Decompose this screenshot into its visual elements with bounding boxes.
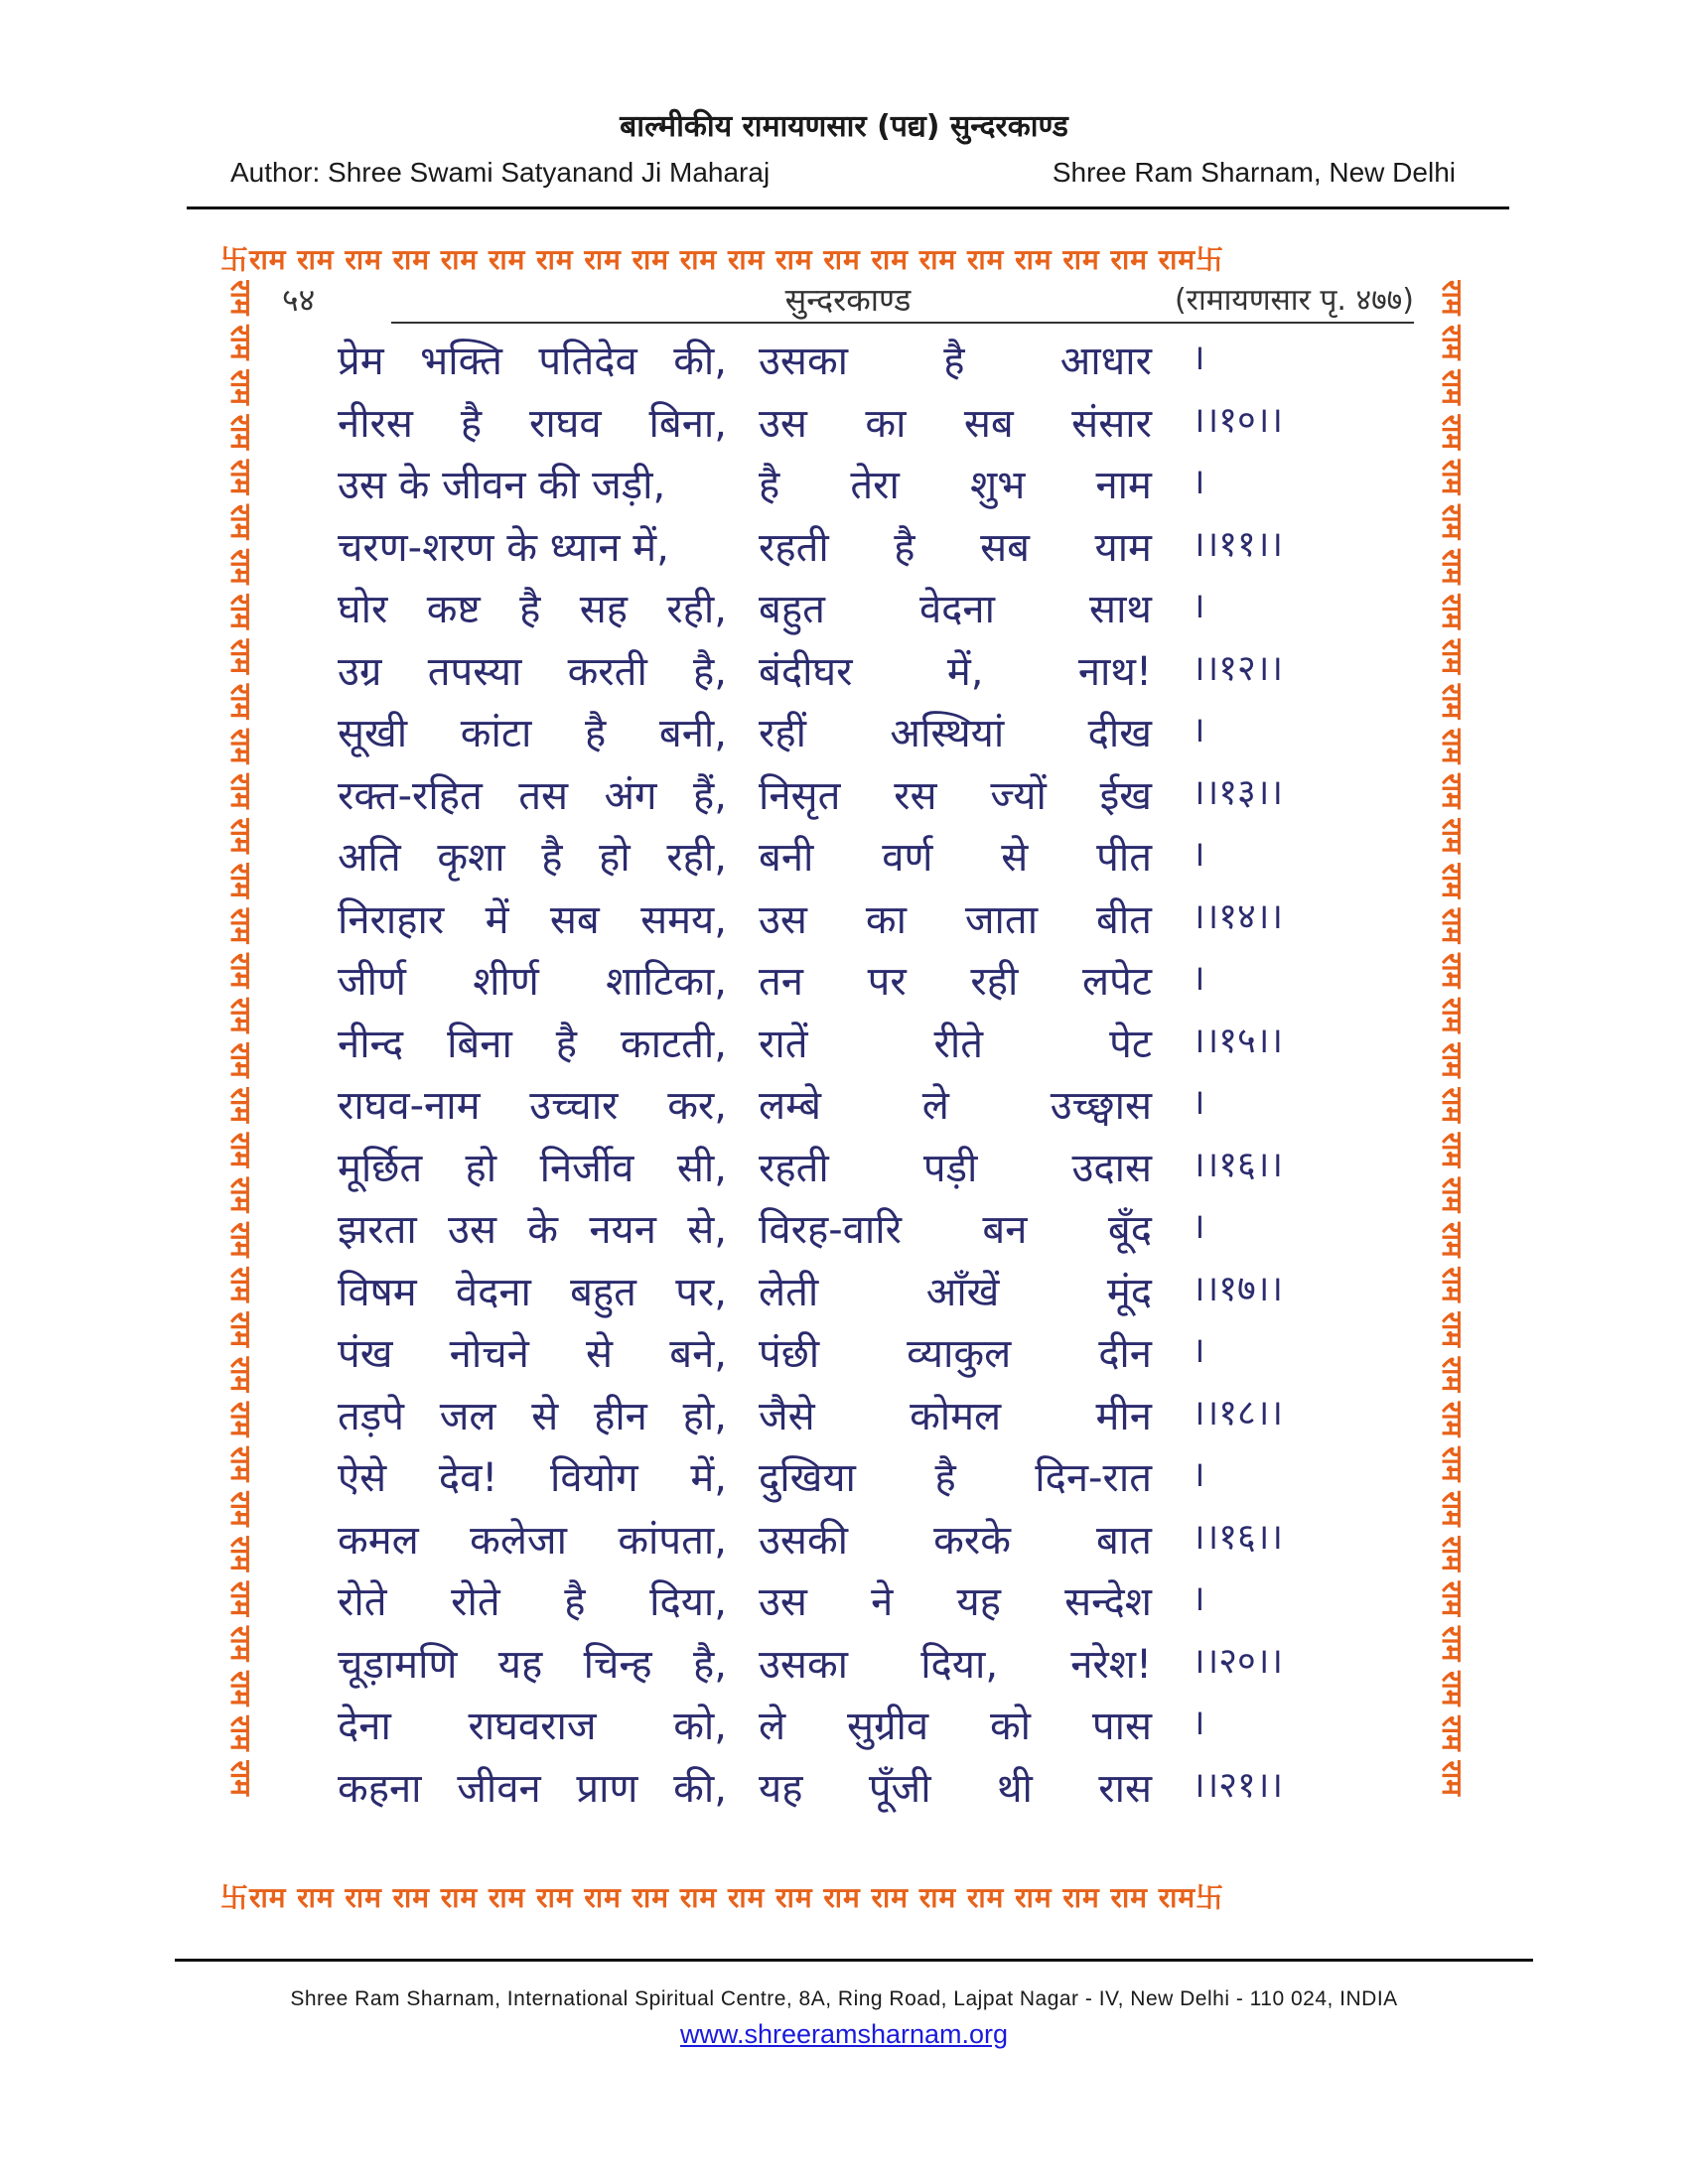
verse-word: रोते [338,1579,387,1625]
verse-second-half [759,1697,1152,1751]
verse-word: हो [599,835,631,881]
verse-word: पूँजी [868,1765,931,1812]
verse-word: नोचने [449,1331,529,1377]
verse-word: उग्र [338,648,382,695]
verse-word: से [1001,835,1029,881]
verse-word: ईख [1099,772,1152,819]
verse-word: ने [871,1579,894,1625]
verse-line [338,704,1380,766]
verse-line [338,332,1380,394]
verse-line [338,890,1380,953]
footer-url-container [0,2019,1688,2050]
verse-word: उदास [1071,1145,1152,1191]
verse-word: आँखें [925,1269,1000,1315]
verse-word: रही, [666,587,727,632]
verse-word: नाथ! [1077,648,1152,695]
verse-word: बिना [447,1021,512,1067]
verse-second-half [759,642,1152,697]
verse-word: चूड़ामणि [338,1641,458,1688]
verse-line [338,1697,1380,1759]
verse-word: निसृत [759,772,841,819]
verse-word: भक्ति [420,339,502,384]
verse-end-mark: । [1192,462,1205,502]
verse-end-mark: । [1192,1330,1205,1371]
border-right-ram-chain: राम राम राम राम राम राम राम राम राम राम राम राम राम राम राम राम राम राम राम राम राम राम राम राम राम राम राम राम राम राम राम राम राम राम [1436,280,1469,1796]
verse-word: नाम [1095,463,1152,508]
verse-end-mark: । [1192,958,1205,999]
verse-first-half [338,332,727,386]
verse-word: पंछी [759,1331,820,1377]
verse-line [338,1759,1380,1822]
verse-word: है, [693,1641,727,1688]
verse-end-mark: ।।१६।। [1192,1516,1284,1558]
verse-word: कोमल [910,1393,1002,1439]
verse-word: में, [946,648,984,695]
verse-word: को, [673,1704,727,1749]
verse-word: घोर [338,587,388,632]
verse-word: रास [1098,1765,1152,1812]
verse-word: करती [567,648,647,695]
verse-word: लपेट [1081,959,1152,1005]
verse-word: तस [518,772,569,819]
verse-word: दिया, [649,1579,727,1625]
verse-word: के [527,1207,559,1253]
verse-line [338,766,1380,829]
verse-word: देव! [438,1455,498,1501]
verse-word: झरता [338,1207,417,1253]
footer-address: Shree Ram Sharnam, International Spiritual Centre, 8A, Ring Road, Lajpat Nagar - IV, New Delhi - 110 024, INDIA [290,1987,1398,2010]
verse-word: पंख [338,1331,393,1377]
verse-word: पर [867,959,907,1005]
verse-second-half [759,1200,1152,1255]
verse-first-half [338,704,727,758]
verse-word: मूंद [1106,1269,1152,1315]
website-link[interactable]: www.shreeramsharnam.org [679,2019,1009,2049]
verse-second-half [759,1511,1152,1566]
verse-word: दिन-रात [1035,1455,1152,1501]
verse-word: पास [1091,1704,1152,1749]
verse-second-half [759,1635,1152,1690]
verse-first-half [338,1759,727,1814]
verse-word: में [485,896,509,943]
verse-end-mark: ।।१६।। [1192,1144,1284,1185]
verse-word: से, [687,1207,727,1253]
verse-word: रही, [666,835,727,881]
verse-word: कष्ट [426,587,481,632]
verse-word: लेती [759,1269,819,1315]
verse-word: याम [1094,524,1152,571]
verse-second-half [759,766,1152,821]
verse-second-half [759,1324,1152,1379]
verse-word: बनी, [658,711,727,756]
verse-word: चरण-शरण के ध्यान में, [338,524,669,571]
verse-word: बहुत [570,1269,636,1315]
footer-divider [175,1959,1533,1962]
verse-first-half [338,1015,727,1069]
verse-word: बन [982,1207,1028,1253]
verse-line [338,580,1380,642]
verse-word: सह [579,587,628,632]
verse-first-half [338,518,727,573]
verse-word: कृशा [437,835,505,881]
verse-word: शीर्ण [473,959,539,1005]
border-top-ram-chain: 卐राम राम राम राम राम राम राम राम राम राम राम राम राम राम राम राम राम राम राम राम卐 [220,243,1225,276]
verse-first-half [338,456,727,510]
verse-word: अंग [604,772,657,819]
author-line: Author: Shree Swami Satyanand Ji Maharaj [230,157,771,188]
verse-first-half [338,1511,727,1566]
verse-word: सन्देश [1064,1579,1152,1625]
verse-second-half [759,1139,1152,1193]
verse-word: कलेजा [470,1517,567,1564]
verse-line [338,456,1380,518]
verse-word: उसकी [759,1517,849,1564]
border-bottom-ram-chain: 卐राम राम राम राम राम राम राम राम राम राम राम राम राम राम राम राम राम राम राम राम卐 [220,1881,1225,1914]
verse-word: तन [759,959,803,1005]
verse-word: है [519,587,541,632]
verse-end-mark: ।।१७।। [1192,1268,1284,1309]
verse-second-half [759,828,1152,883]
verse-end-mark: । [1192,338,1205,378]
verse-word: पीत [1096,835,1152,881]
verse-word: है [584,711,607,756]
verse-word: की, [673,1765,727,1812]
verse-word: साथ [1089,587,1152,632]
verse-line [338,1572,1380,1635]
verse-word: हीन [594,1393,647,1439]
verse-line [338,1263,1380,1325]
verse-word: ऐसे [338,1455,387,1501]
verse-word: जल [439,1393,496,1439]
verse-word: देना [338,1704,391,1749]
verse-end-mark: । [1192,1578,1205,1619]
verse-word: तेरा [850,463,900,508]
verse-word: हो, [682,1393,727,1439]
verse-word: रोते [451,1579,500,1625]
verse-line [338,1076,1380,1139]
verse-first-half [338,1697,727,1751]
verse-first-half [338,1263,727,1317]
verse-word: राघव-नाम [338,1083,481,1129]
verse-line [338,1448,1380,1511]
verse-end-mark: ।।१८।। [1192,1392,1284,1433]
verse-line [338,828,1380,890]
verse-word: रक्त-रहित [338,772,483,819]
verse-word: दिया, [920,1641,999,1688]
verse-second-half [759,704,1152,758]
verse-word: है [759,463,780,508]
verse-word: उच्चार [529,1083,619,1129]
verse-end-mark: ।।१०।। [1192,399,1284,441]
verse-end-mark: । [1192,1703,1205,1743]
verse-word: दीख [1087,711,1152,756]
verse-word: रहती [759,524,829,571]
verse-word: रहीं [759,711,806,756]
verse-second-half [759,394,1152,449]
verse-second-half [759,1572,1152,1627]
verse-word: शाटिका, [606,959,727,1005]
verse-second-half [759,1387,1152,1441]
verse-first-half [338,890,727,945]
verse-line [338,642,1380,705]
page-header [282,274,1414,324]
verse-first-half [338,1076,727,1131]
verse-word: वेदना [918,587,995,632]
verse-word: वेदना [455,1269,531,1315]
verse-word: बात [1095,1517,1152,1564]
verse-word: राघव [529,400,602,447]
verse-word: कहना [338,1765,422,1812]
verse-word: प्रेम [338,339,384,384]
verse-end-mark: ।।१४।। [1192,895,1284,937]
verse-second-half [759,952,1152,1007]
verse-word: उच्छ्वास [1050,1083,1152,1129]
verse-second-half [759,456,1152,510]
verse-end-mark: ।।१२।। [1192,647,1284,689]
verse-word: रही [970,959,1019,1005]
verse-word: है [555,1021,577,1067]
verse-end-mark: ।।२०।। [1192,1640,1284,1682]
verse-word: उस [759,1579,807,1625]
verse-word: सब [549,896,600,943]
verse-end-mark: । [1192,710,1205,751]
verse-word: यह [956,1579,1001,1625]
verse-line [338,1015,1380,1077]
verse-word: काटती, [620,1021,727,1067]
verse-first-half [338,642,727,697]
verse-word: कर, [667,1083,727,1129]
verse-end-mark: । [1192,1206,1205,1247]
verse-second-half [759,332,1152,386]
verse-second-half [759,1263,1152,1317]
verse-first-half [338,1387,727,1441]
verse-word: मीन [1095,1393,1152,1439]
document-title: बाल्मीकीय रामायणसार (पद्य) सुन्दरकाण्ड [620,109,1068,144]
page-reference: (रामायणसार पृ. ४७७) [1174,283,1414,318]
verse-word: सुग्रीव [846,1704,929,1749]
verse-line [338,1139,1380,1201]
verse-word: दीन [1098,1331,1152,1377]
verse-word: वर्ण [882,835,933,881]
verse-line [338,1387,1380,1449]
verse-first-half [338,1572,727,1627]
verse-word: समय, [640,896,727,943]
verse-word: उस के जीवन की जड़ी, [338,463,666,508]
verse-word: लम्बे [759,1083,821,1129]
verse-word: सूखी [338,711,408,756]
verse-first-half [338,1448,727,1503]
verse-line [338,952,1380,1015]
verse-line [338,1511,1380,1573]
verse-word: पतिदेव [538,339,637,384]
verse-word: राघवराज [468,1704,597,1749]
verse-end-mark: । [1192,1082,1205,1123]
verse-first-half [338,1139,727,1193]
verse-word: बहुत [759,587,825,632]
verse-second-half [759,1015,1152,1069]
verse-word: यह [497,1641,543,1688]
verse-word: ले [759,1704,786,1749]
verse-word: वियोग [550,1455,638,1501]
verse-word: तपस्या [427,648,522,695]
verse-word: ले [921,1083,949,1129]
verse-word: कांटा [460,711,532,756]
verse-list [338,332,1380,1821]
verse-word: बंदीघर [759,648,853,695]
verse-word: कमल [338,1517,419,1564]
verse-word: उसका [759,1641,849,1688]
page-header-rule [391,322,1414,324]
verse-word: रातें [759,1021,808,1067]
verse-word: संसार [1071,400,1152,447]
verse-first-half [338,766,727,821]
verse-word: शुभ [970,463,1026,508]
verse-word: यह [759,1765,803,1812]
verse-word: जाता [964,896,1039,943]
verse-word: नरेश! [1070,1641,1152,1688]
verse-first-half [338,828,727,883]
verse-end-mark: ।।२१।। [1192,1764,1284,1806]
verse-first-half [338,1200,727,1255]
verse-word: जैसे [759,1393,815,1439]
verse-word: आधार [1059,339,1152,384]
verse-word: की, [673,339,727,384]
verse-word: रहती [759,1145,829,1191]
verse-word: जीर्ण [338,959,406,1005]
verse-end-mark: ।।११।। [1192,523,1284,565]
verse-second-half [759,1076,1152,1131]
verse-word: विरह-वारि [759,1207,902,1253]
verse-word: नयन [589,1207,656,1253]
verse-second-half [759,890,1152,945]
verse-first-half [338,394,727,449]
verse-first-half [338,1635,727,1690]
verse-word: है [541,835,563,881]
verse-word: को [989,1704,1032,1749]
verse-first-half [338,580,727,634]
verse-word: सी, [676,1145,727,1191]
verse-second-half [759,518,1152,573]
verse-word: से [531,1393,559,1439]
verse-word: उस [448,1207,497,1253]
verse-word: में, [690,1455,727,1501]
verse-word: तड़पे [338,1393,404,1439]
verse-line [338,1324,1380,1387]
verse-word: का [865,400,907,447]
publisher-line: Shree Ram Sharnam, New Delhi [1052,157,1456,188]
verse-word: करके [933,1517,1011,1564]
verse-word: दुखिया [759,1455,856,1501]
verse-word: है [934,1455,956,1501]
verse-word: का [865,896,907,943]
verse-word: रीते [933,1021,984,1067]
verse-word: उस [759,400,807,447]
verse-first-half [338,1324,727,1379]
verse-line [338,1635,1380,1698]
verse-word: निराहार [338,896,445,943]
verse-second-half [759,1448,1152,1503]
verse-word: सब [963,400,1014,447]
verse-line [338,518,1380,581]
verse-word: अति [338,835,401,881]
verse-word: है [894,524,915,571]
verse-end-mark: । [1192,834,1205,875]
verse-word: विषम [338,1269,417,1315]
verse-second-half [759,1759,1152,1814]
verse-end-mark: । [1192,586,1205,626]
verse-word: से [586,1331,614,1377]
verse-word: उस [759,896,807,943]
verse-line [338,394,1380,457]
verse-first-half [338,952,727,1007]
verse-line [338,1200,1380,1263]
verse-word: बने, [669,1331,727,1377]
verse-word: बीत [1095,896,1152,943]
verse-word: है [460,400,483,447]
verse-end-mark: ।।१३।। [1192,771,1284,813]
verse-word: निर्जीव [539,1145,634,1191]
verse-word: जीवन [457,1765,541,1812]
verse-word: पेट [1109,1021,1152,1067]
verse-word: कांपता, [618,1517,727,1564]
verse-end-mark: ।।१५।। [1192,1020,1284,1061]
verse-word: पड़ी [922,1145,978,1191]
verse-word: अस्थियां [890,711,1005,756]
verse-word: हो [465,1145,497,1191]
verse-word: नीन्द [338,1021,404,1067]
verse-second-half [759,580,1152,634]
verse-word: व्याकुल [907,1331,1012,1377]
page-number: ५४ [282,281,316,319]
ornamental-page-frame [220,240,1472,1918]
verse-word: थी [996,1765,1033,1812]
verse-word: सब [980,524,1030,571]
verse-word: हैं, [693,772,727,819]
verse-word: है, [693,648,727,695]
verse-end-mark: । [1192,1454,1205,1495]
verse-word: बूँद [1107,1207,1152,1253]
verse-word: चिन्ह [583,1641,652,1688]
verse-word: प्राण [576,1765,638,1812]
verse-word: ज्यों [990,772,1047,819]
verse-word: है [943,339,965,384]
verse-word: मूर्छित [338,1145,423,1191]
verse-word: उसका [759,339,849,384]
verse-word: पर, [675,1269,727,1315]
verse-word: बनी [759,835,814,881]
section-title: सुन्दरकाण्ड [784,281,912,319]
verse-word: रस [894,772,937,819]
verse-word: है [564,1579,586,1625]
verse-word: नीरस [338,400,413,447]
header-divider [187,206,1509,209]
border-left-ram-chain: राम राम राम राम राम राम राम राम राम राम राम राम राम राम राम राम राम राम राम राम राम राम राम राम राम राम राम राम राम राम राम राम राम राम [224,280,257,1796]
verse-word: बिना, [648,400,727,447]
